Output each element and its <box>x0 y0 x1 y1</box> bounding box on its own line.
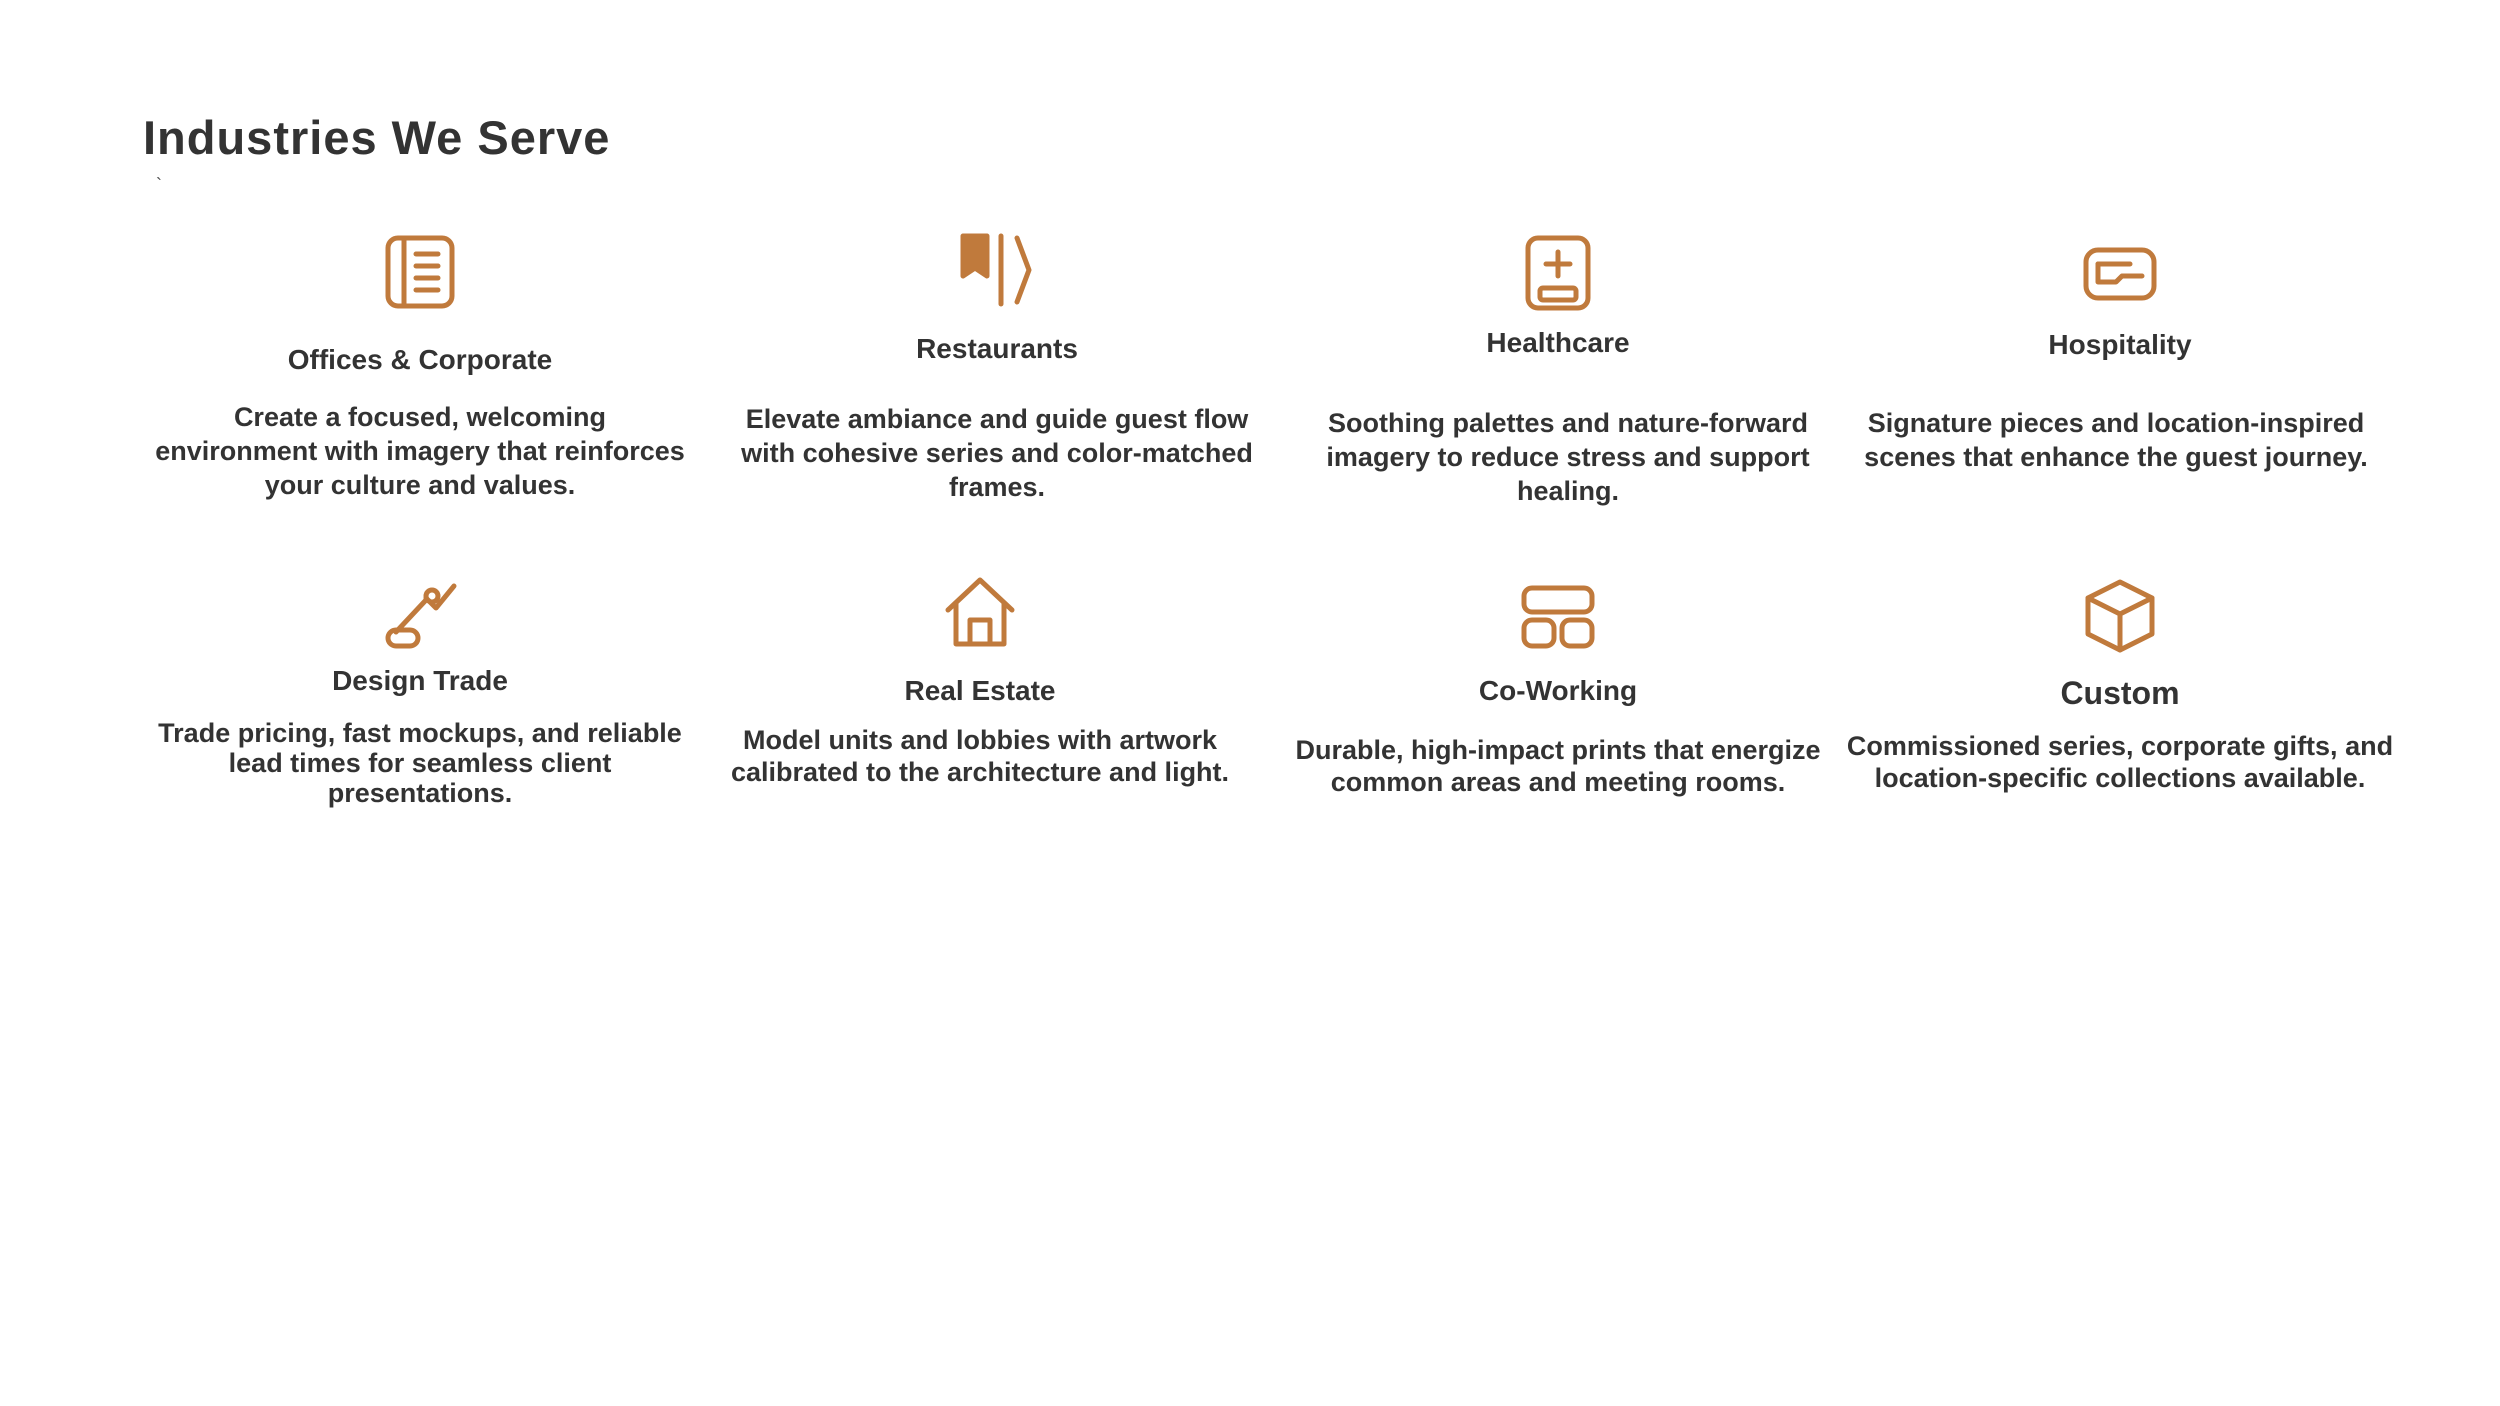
medical-tablet-icon <box>1278 236 1838 312</box>
industry-description: Commissioned series, corporate gifts, and location-specific collections available. <box>1846 731 2394 793</box>
industry-description: Signature pieces and location-inspired scenes that enhance the guest journey. <box>1864 408 2368 472</box>
industry-card-real-estate <box>700 578 1260 808</box>
industry-title: Design Trade <box>332 665 508 696</box>
industry-card-offices <box>140 230 700 510</box>
industry-card-hospitality <box>1840 230 2400 510</box>
document-lines-icon <box>140 234 700 310</box>
industry-card-design-trade <box>140 578 700 808</box>
bookmark-bracket-icon <box>717 232 1277 308</box>
industry-description: Trade pricing, fast mockups, and reliable lead times for seamless client presentations. <box>158 718 682 808</box>
industry-description: Soothing palettes and nature-forward imagery to reduce stress and support healing. <box>1326 408 1810 506</box>
page-title: Industries We Serve <box>143 111 611 164</box>
industry-title: Healthcare <box>1486 327 1630 358</box>
industry-title: Custom <box>2060 675 2180 711</box>
industry-title: Co-Working <box>1478 675 1638 706</box>
industry-description: Model units and lobbies with artwork calibrated to the architecture and light. <box>730 725 1230 787</box>
industry-title: Hospitality <box>2048 329 2192 360</box>
house-icon <box>700 574 1260 650</box>
industry-card-custom <box>1840 578 2400 808</box>
card-stand-icon <box>1840 238 2400 314</box>
industry-description: Durable, high-impact prints that energize common areas and meeting rooms. <box>1295 735 1821 797</box>
industry-title: Real Estate <box>904 675 1056 706</box>
industry-card-healthcare <box>1278 230 1838 510</box>
stray-mark: ` <box>156 175 162 195</box>
industry-title: Offices & Corporate <box>287 344 553 375</box>
industry-description: Elevate ambiance and guide guest flow with cohesive series and color-matched frames. <box>741 404 1253 502</box>
industry-description: Create a focused, welcoming environment with imagery that reinforces your culture and values. <box>155 402 685 500</box>
workspace-grid-icon <box>1278 580 1838 656</box>
industry-card-restaurants <box>717 230 1277 510</box>
pen-check-icon <box>140 578 700 654</box>
industry-title: Restaurants <box>916 333 1078 364</box>
cube-icon <box>1840 578 2400 654</box>
industry-card-co-working <box>1278 578 1838 808</box>
